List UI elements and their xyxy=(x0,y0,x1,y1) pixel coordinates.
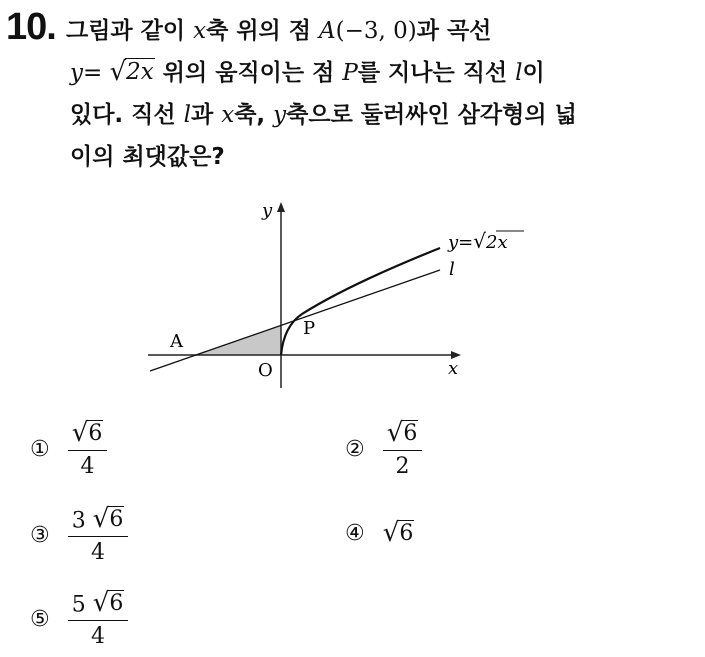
math-var: l xyxy=(515,60,523,86)
text-segment: 과 곡선 xyxy=(416,18,492,44)
problem-number: 10. xyxy=(6,6,56,48)
sqrt-expression: √ 2x xyxy=(109,57,154,87)
curve-label xyxy=(447,229,508,253)
coefficient: 5 xyxy=(71,592,86,618)
fraction: 5 √ 6 4 xyxy=(68,590,129,649)
point-p-label: P xyxy=(303,318,316,339)
curve-label-arg: 2x xyxy=(486,232,508,253)
math-eq: = xyxy=(83,60,110,86)
math-var: x xyxy=(193,18,207,44)
math-var: P xyxy=(342,60,358,86)
math-var: A xyxy=(319,18,336,44)
math-var: y xyxy=(273,102,287,128)
choice-marker: ④ xyxy=(345,520,365,546)
radicand: 6 xyxy=(399,521,414,546)
text-segment: 있다. 직선 xyxy=(70,102,184,128)
choice-marker: ⑤ xyxy=(30,607,50,633)
point-a-label: A xyxy=(170,331,183,352)
fraction: 3 √ 6 4 xyxy=(68,506,129,565)
radicand: 6 xyxy=(88,421,103,446)
math-var: l xyxy=(183,102,191,128)
sqrt-expression: √ 6 xyxy=(382,518,414,549)
text-segment: 그림과 같이 xyxy=(66,18,194,44)
choice-5[interactable] xyxy=(30,590,128,649)
origin-label: O xyxy=(258,360,273,381)
radicand: 6 xyxy=(109,507,124,532)
choice-2[interactable] xyxy=(345,420,422,479)
curve-label-radical: √ xyxy=(473,229,487,253)
fraction: √ 6 2 xyxy=(383,420,423,479)
coefficient: 3 xyxy=(71,508,86,534)
y-axis-arrow xyxy=(277,202,285,212)
choice-marker: ② xyxy=(345,437,365,463)
text-segment: 축으로 둘러싸인 삼각형의 넓 xyxy=(286,102,577,128)
text-segment: 과 xyxy=(190,102,222,128)
radicand: 6 xyxy=(403,421,418,446)
text-segment: 위의 움직이는 점 xyxy=(154,60,343,86)
text-segment: 축, xyxy=(234,102,274,128)
radicand: 6 xyxy=(109,591,124,616)
choice-marker: ③ xyxy=(30,523,50,549)
denominator: 2 xyxy=(395,454,410,480)
text-segment: 이의 최댓값은? xyxy=(70,144,225,170)
y-axis-label: y xyxy=(262,200,273,221)
choice-4[interactable] xyxy=(345,518,414,549)
choice-1[interactable] xyxy=(30,420,107,479)
curve-label-lhs: y= xyxy=(448,232,474,253)
line-l xyxy=(150,270,440,371)
math-var: x xyxy=(221,102,235,128)
denominator: 4 xyxy=(91,540,106,566)
x-axis-label: x xyxy=(448,358,459,379)
line-l-label: l xyxy=(449,259,455,280)
text-segment: 를 지나는 직선 xyxy=(357,60,516,86)
text-segment: 축 위의 점 xyxy=(206,18,319,44)
choice-marker: ① xyxy=(30,437,50,463)
math-coord: (−3, 0) xyxy=(335,18,417,44)
fraction: √ 6 4 xyxy=(68,420,108,479)
denominator: 4 xyxy=(91,624,106,650)
denominator: 4 xyxy=(80,454,95,480)
choice-3[interactable] xyxy=(30,506,128,565)
math-var: y xyxy=(70,60,83,86)
text-segment: 이 xyxy=(522,60,545,86)
